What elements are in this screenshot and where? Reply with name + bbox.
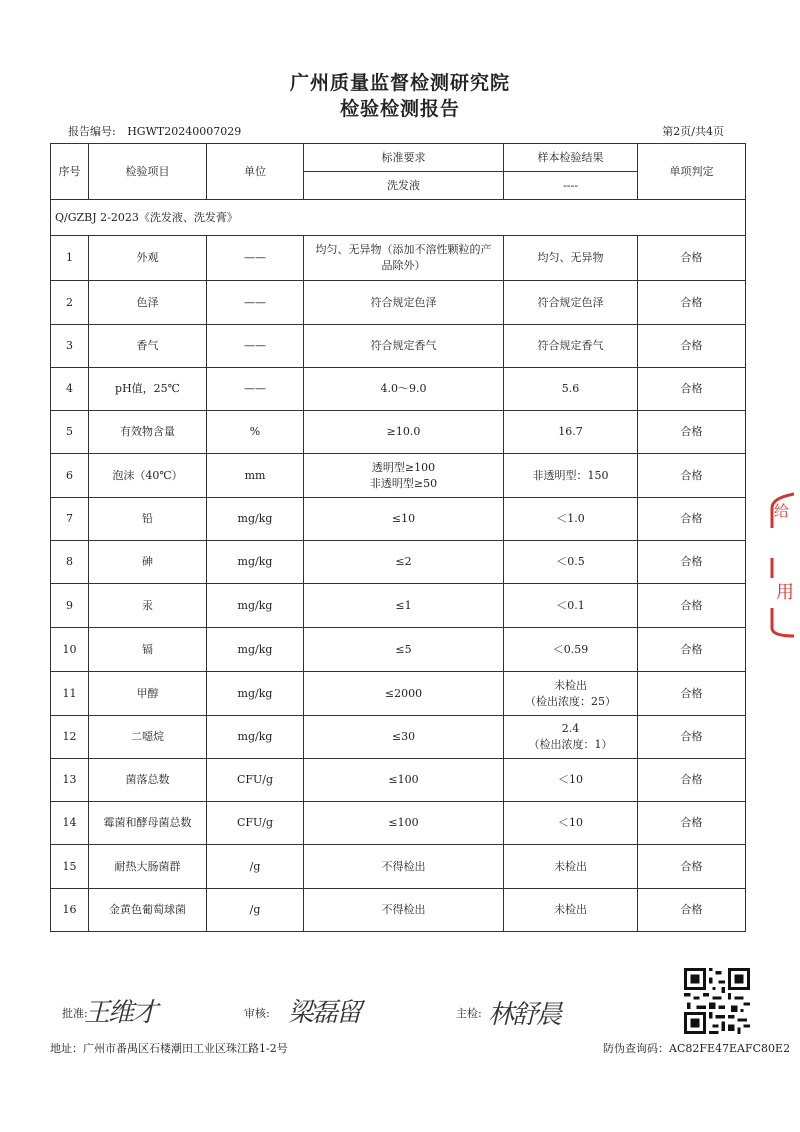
table-row: [51, 759, 746, 802]
row-item: 金黄色葡萄球菌: [89, 889, 207, 932]
page-indicator: 第2页/共4页: [662, 125, 724, 138]
row-seq: 13: [51, 759, 89, 802]
row-verdict: 合格: [638, 845, 746, 889]
row-unit: %: [207, 411, 304, 454]
table-row: [51, 802, 746, 845]
row-item: 有效物含量: [89, 411, 207, 454]
standard-reference: Q/GZBJ 2-2023《洗发液、洗发膏》: [51, 200, 746, 236]
col-header-result: 样本检验结果: [504, 144, 638, 172]
row-result-line1: ＜0.5: [556, 555, 585, 568]
row-verdict: 合格: [638, 236, 746, 281]
result-table-body: [51, 144, 746, 932]
row-seq: 9: [51, 584, 89, 628]
row-result: [504, 368, 638, 411]
row-unit: mg/kg: [207, 498, 304, 541]
table-row: [51, 845, 746, 889]
row-result-line1: 符合规定香气: [537, 339, 604, 352]
result-table: [50, 143, 746, 932]
row-item: 霉菌和酵母菌总数: [89, 802, 207, 845]
row-item: 铅: [89, 498, 207, 541]
row-standard: [304, 541, 504, 584]
table-row: [51, 411, 746, 454]
row-standard: [304, 802, 504, 845]
col-header-result-sub: ----: [504, 172, 638, 200]
table-row: [51, 628, 746, 672]
row-unit: /g: [207, 845, 304, 889]
report-number-value: HGWT20240007029: [127, 125, 242, 138]
anti-fake-label: 防伪查询码：: [603, 1042, 669, 1055]
table-row: [51, 672, 746, 716]
anti-fake-code: [603, 1040, 790, 1056]
row-unit: mg/kg: [207, 584, 304, 628]
row-item: 泡沫（40℃）: [89, 454, 207, 498]
row-standard: [304, 889, 504, 932]
row-unit: mg/kg: [207, 716, 304, 759]
row-result: [504, 672, 638, 716]
row-result: [504, 498, 638, 541]
row-result-line2: （检出浓度：1）: [528, 738, 613, 751]
row-verdict: 合格: [638, 584, 746, 628]
row-item: 耐热大肠菌群: [89, 845, 207, 889]
row-standard: [304, 281, 504, 325]
seal-stamp: [764, 488, 794, 638]
row-result-line1: ＜1.0: [556, 512, 585, 525]
row-verdict: 合格: [638, 498, 746, 541]
row-result: [504, 628, 638, 672]
row-standard: [304, 845, 504, 889]
row-standard: [304, 672, 504, 716]
row-verdict: 合格: [638, 628, 746, 672]
row-result-line2: （检出浓度：25）: [525, 694, 616, 708]
row-standard-line1: 不得检出: [381, 859, 426, 873]
row-standard-line1: ≤100: [388, 773, 419, 786]
row-standard: [304, 498, 504, 541]
row-result: [504, 889, 638, 932]
row-unit: ——: [207, 368, 304, 411]
inspect-label: 主检:: [456, 1007, 482, 1020]
row-unit: mg/kg: [207, 672, 304, 716]
row-standard-line1: ≤1: [395, 598, 412, 612]
row-unit: /g: [207, 889, 304, 932]
standard-ref-row: [51, 200, 746, 236]
row-seq: 14: [51, 802, 89, 845]
table-row: [51, 716, 746, 759]
row-result: [504, 236, 638, 281]
row-verdict: 合格: [638, 889, 746, 932]
table-row: [51, 325, 746, 368]
row-result-line1: ＜0.59: [552, 642, 589, 656]
row-standard: [304, 368, 504, 411]
row-result: [504, 584, 638, 628]
col-header-standard-sub: 洗发液: [304, 172, 504, 200]
approve-label: 批准:: [62, 1007, 88, 1020]
row-standard-line1: ≥10.0: [386, 425, 421, 438]
table-row: [51, 498, 746, 541]
row-item: 香气: [89, 325, 207, 368]
row-standard: [304, 454, 504, 498]
org-title: 广州质量监督检测研究院: [289, 72, 510, 94]
row-unit: CFU/g: [207, 802, 304, 845]
row-verdict: 合格: [638, 454, 746, 498]
row-seq: 4: [51, 368, 89, 411]
row-seq: 8: [51, 541, 89, 584]
row-verdict: 合格: [638, 802, 746, 845]
row-standard-line1: 符合规定色泽: [370, 295, 437, 309]
row-seq: 12: [51, 716, 89, 759]
row-unit: ——: [207, 236, 304, 281]
row-seq: 7: [51, 498, 89, 541]
row-seq: 3: [51, 325, 89, 368]
review-label: 审核:: [244, 1007, 270, 1020]
row-standard: [304, 325, 504, 368]
row-item: 外观: [89, 236, 207, 281]
row-standard-line1: ≤5: [395, 642, 412, 656]
col-header-standard: 标准要求: [304, 144, 504, 172]
row-result-line1: ＜10: [558, 816, 583, 829]
row-result: [504, 454, 638, 498]
row-standard-line1: 4.0～9.0: [380, 382, 427, 395]
row-item: 镉: [89, 628, 207, 672]
row-unit: mg/kg: [207, 628, 304, 672]
row-item: pH值，25℃: [89, 368, 207, 411]
row-item: 汞: [89, 584, 207, 628]
row-standard-line1: 不得检出: [381, 903, 426, 916]
report-number-label: 报告编号:: [68, 125, 116, 138]
row-unit: CFU/g: [207, 759, 304, 802]
svg-text:用: 用: [776, 582, 794, 603]
anti-fake-value: AC82FE47EAFC80E2: [669, 1042, 791, 1055]
row-verdict: 合格: [638, 541, 746, 584]
col-header-unit: 单位: [207, 144, 304, 200]
row-item: 二噁烷: [89, 716, 207, 759]
address: 地址：广州市番禺区石楼潮田工业区珠江路1-2号: [50, 1042, 288, 1055]
row-standard-line1: ≤2000: [384, 686, 423, 700]
row-standard: [304, 236, 504, 281]
table-row: [51, 541, 746, 584]
row-standard: [304, 716, 504, 759]
row-verdict: 合格: [638, 411, 746, 454]
row-result: [504, 541, 638, 584]
col-header-seq: 序号: [51, 144, 89, 200]
row-standard: [304, 628, 504, 672]
row-verdict: 合格: [638, 281, 746, 325]
row-result-line1: ＜10: [558, 773, 583, 786]
col-header-item: 检验项目: [89, 144, 207, 200]
row-standard-line1: ≤30: [391, 730, 416, 743]
row-result-line1: ＜0.1: [556, 598, 585, 612]
row-seq: 2: [51, 281, 89, 325]
row-result-line1: 5.6: [561, 382, 580, 395]
row-verdict: 合格: [638, 672, 746, 716]
row-standard-line1: 均匀、无异物（添加不溶性颗粒的产: [315, 243, 492, 256]
row-seq: 1: [51, 236, 89, 281]
review-signature: 梁磊留: [288, 998, 361, 1028]
table-row: [51, 281, 746, 325]
row-result: [504, 759, 638, 802]
row-standard-line1: 符合规定香气: [370, 339, 437, 352]
row-result-line1: 2.4: [561, 722, 580, 735]
col-header-verdict: 单项判定: [638, 144, 746, 200]
row-result: [504, 802, 638, 845]
row-standard: [304, 584, 504, 628]
row-unit: mm: [207, 454, 304, 498]
row-item: 色泽: [89, 281, 207, 325]
table-row: [51, 584, 746, 628]
svg-text:给: 给: [774, 502, 790, 520]
row-result-line1: 未检出: [554, 678, 587, 692]
row-item: 甲醇: [89, 672, 207, 716]
row-item: 砷: [89, 541, 207, 584]
row-standard-line1: ≤2: [395, 555, 412, 568]
row-unit: mg/kg: [207, 541, 304, 584]
row-seq: 11: [51, 672, 89, 716]
table-row: [51, 454, 746, 498]
row-item: 菌落总数: [89, 759, 207, 802]
table-row: [51, 236, 746, 281]
report-title: 检验检测报告: [339, 98, 460, 120]
row-seq: 16: [51, 889, 89, 932]
row-standard-line1: 透明型≥100: [371, 460, 436, 474]
table-row: [51, 368, 746, 411]
row-verdict: 合格: [638, 759, 746, 802]
row-result: [504, 716, 638, 759]
row-verdict: 合格: [638, 325, 746, 368]
table-row: [51, 889, 746, 932]
row-seq: 6: [51, 454, 89, 498]
row-standard: [304, 759, 504, 802]
header-row: [51, 144, 746, 172]
row-verdict: 合格: [638, 716, 746, 759]
approve-signature: 王维才: [84, 998, 157, 1028]
row-standard-line2: 品除外）: [381, 259, 426, 272]
row-result-line1: 未检出: [554, 859, 587, 873]
row-standard-line2: 非透明型≥50: [369, 476, 438, 490]
row-standard-line1: ≤10: [391, 512, 416, 525]
row-seq: 15: [51, 845, 89, 889]
qr-code-icon: [684, 968, 750, 1034]
row-result-line1: 16.7: [558, 425, 583, 438]
row-result-line1: 非透明型：150: [532, 468, 609, 482]
inspect-signature: 林舒晨: [488, 1000, 561, 1030]
row-standard-line1: ≤100: [388, 816, 419, 829]
row-result: [504, 411, 638, 454]
row-verdict: 合格: [638, 368, 746, 411]
row-standard: [304, 411, 504, 454]
row-result: [504, 325, 638, 368]
row-result: [504, 845, 638, 889]
report-number: [68, 123, 241, 139]
row-result-line1: 符合规定色泽: [537, 295, 604, 309]
row-unit: ——: [207, 281, 304, 325]
row-unit: ——: [207, 325, 304, 368]
row-result-line1: 未检出: [554, 903, 587, 916]
row-result: [504, 281, 638, 325]
row-result-line1: 均匀、无异物: [537, 251, 604, 264]
row-seq: 5: [51, 411, 89, 454]
row-seq: 10: [51, 628, 89, 672]
